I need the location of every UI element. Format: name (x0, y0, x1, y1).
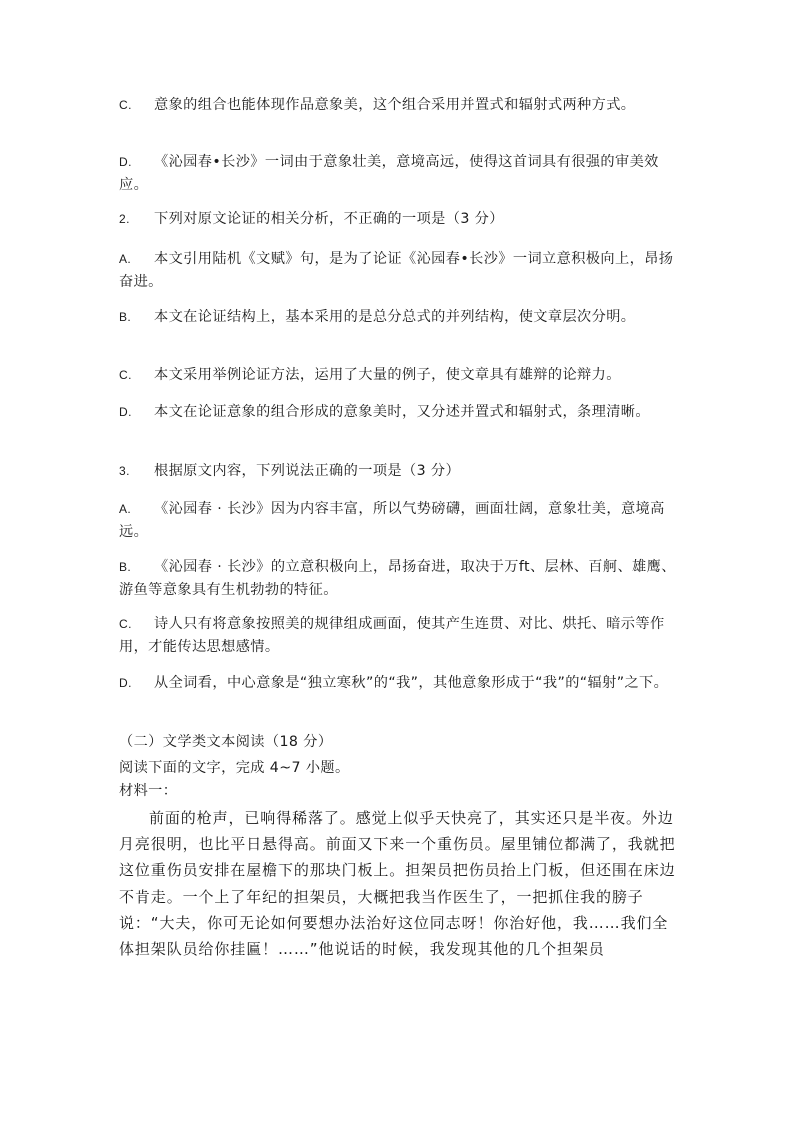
question-2-stem (119, 208, 685, 231)
option-text: 《沁园春 · 长沙》因为内容丰富，所以气势磅礴，画面壮阔，意象壮美，意境高远。 (119, 501, 665, 540)
option-label: C. (119, 617, 132, 631)
option-text: 本文采用举例论证方法，运用了大量的例子，使文章具有雄辩的论辩力。 (154, 367, 621, 383)
option-text: 《沁园春 · 长沙》的立意积极向上，昂扬奋进，取决于万ft、层林、百舸、雄鹰、游鱼等意象具有生机勃勃的特征。 (119, 559, 676, 598)
option-label: B. (119, 310, 132, 324)
question-number: 2. (119, 212, 130, 226)
option-label: C. (119, 368, 132, 382)
q1-option-c (119, 94, 685, 117)
section-heading: （二）文学类文本阅读（18 分） (119, 734, 333, 750)
question-number: 3. (119, 464, 130, 478)
option-text: 诗人只有将意象按照美的规律组成画面，使其产生连贯、对比、烘托、暗示等作用，才能传达思想感情。 (119, 616, 665, 655)
option-text: 本文在论证意象的组合形成的意象美时，又分述并置式和辐射式，条理清晰。 (154, 404, 650, 420)
q3-option-d (119, 672, 685, 695)
q3-option-a (119, 498, 685, 544)
option-text: 本文引用陆机《文赋》句，是为了论证《沁园春•长沙》一词立意积极向上，昂扬奋进。 (119, 251, 674, 290)
q2-option-a (119, 248, 685, 294)
option-text: 《沁园春•长沙》一词由于意象壮美，意境高远，使得这首词具有很强的审美效应。 (119, 154, 659, 193)
q1-option-d (119, 151, 685, 197)
option-text: 本文在论证结构上，基本采用的是总分总式的并列结构，使文章层次分明。 (154, 309, 636, 325)
material-paragraph: 前面的枪声，已响得稀落了。感觉上似乎天快亮了，其实还只是半夜。外边月亮很明，也比平日悬得高。前面又下来一个重伤员。屋里铺位都满了，我就把这位重伤员安排在屋檐下的那块门板上。担架员把伤员抬上门板，但还围在床边不肯走。一个上了年纪的担架员，大概把我当作医生了，一把抓住我的膀子说：“大夫，你可无论如何要想办法治好这位同志呀！你治好他，我……我们全体担架队员给你挂匾！……”他说话的时候，我发现其他的几个担架员 (119, 809, 676, 959)
q2-option-d (119, 401, 685, 424)
option-label: B. (119, 560, 132, 574)
option-label: D. (119, 405, 132, 419)
section-instruction: 阅读下面的文字，完成 4~7 小题。 (119, 760, 350, 776)
q2-option-c (119, 364, 685, 387)
option-label: A. (119, 502, 132, 516)
option-label: D. (119, 155, 132, 169)
option-label: C. (119, 98, 132, 112)
question-text: 根据原文内容，下列说法正确的一项是（3 分） (154, 463, 461, 479)
question-3-stem (119, 460, 685, 483)
q3-option-b (119, 556, 685, 602)
option-text: 意象的组合也能体现作品意象美，这个组合采用并置式和辐射式两种方式。 (154, 97, 636, 113)
option-text: 从全词看，中心意象是“独立寒秋”的“我”，其他意象形成于“我”的“辐射”之下。 (154, 675, 669, 691)
option-label: D. (119, 676, 132, 690)
question-text: 下列对原文论证的相关分析，不正确的一项是（3 分） (154, 211, 504, 227)
q2-option-b (119, 306, 685, 329)
material-label: 材料一： (119, 783, 178, 799)
q3-option-c (119, 613, 685, 659)
option-label: A. (119, 252, 132, 266)
